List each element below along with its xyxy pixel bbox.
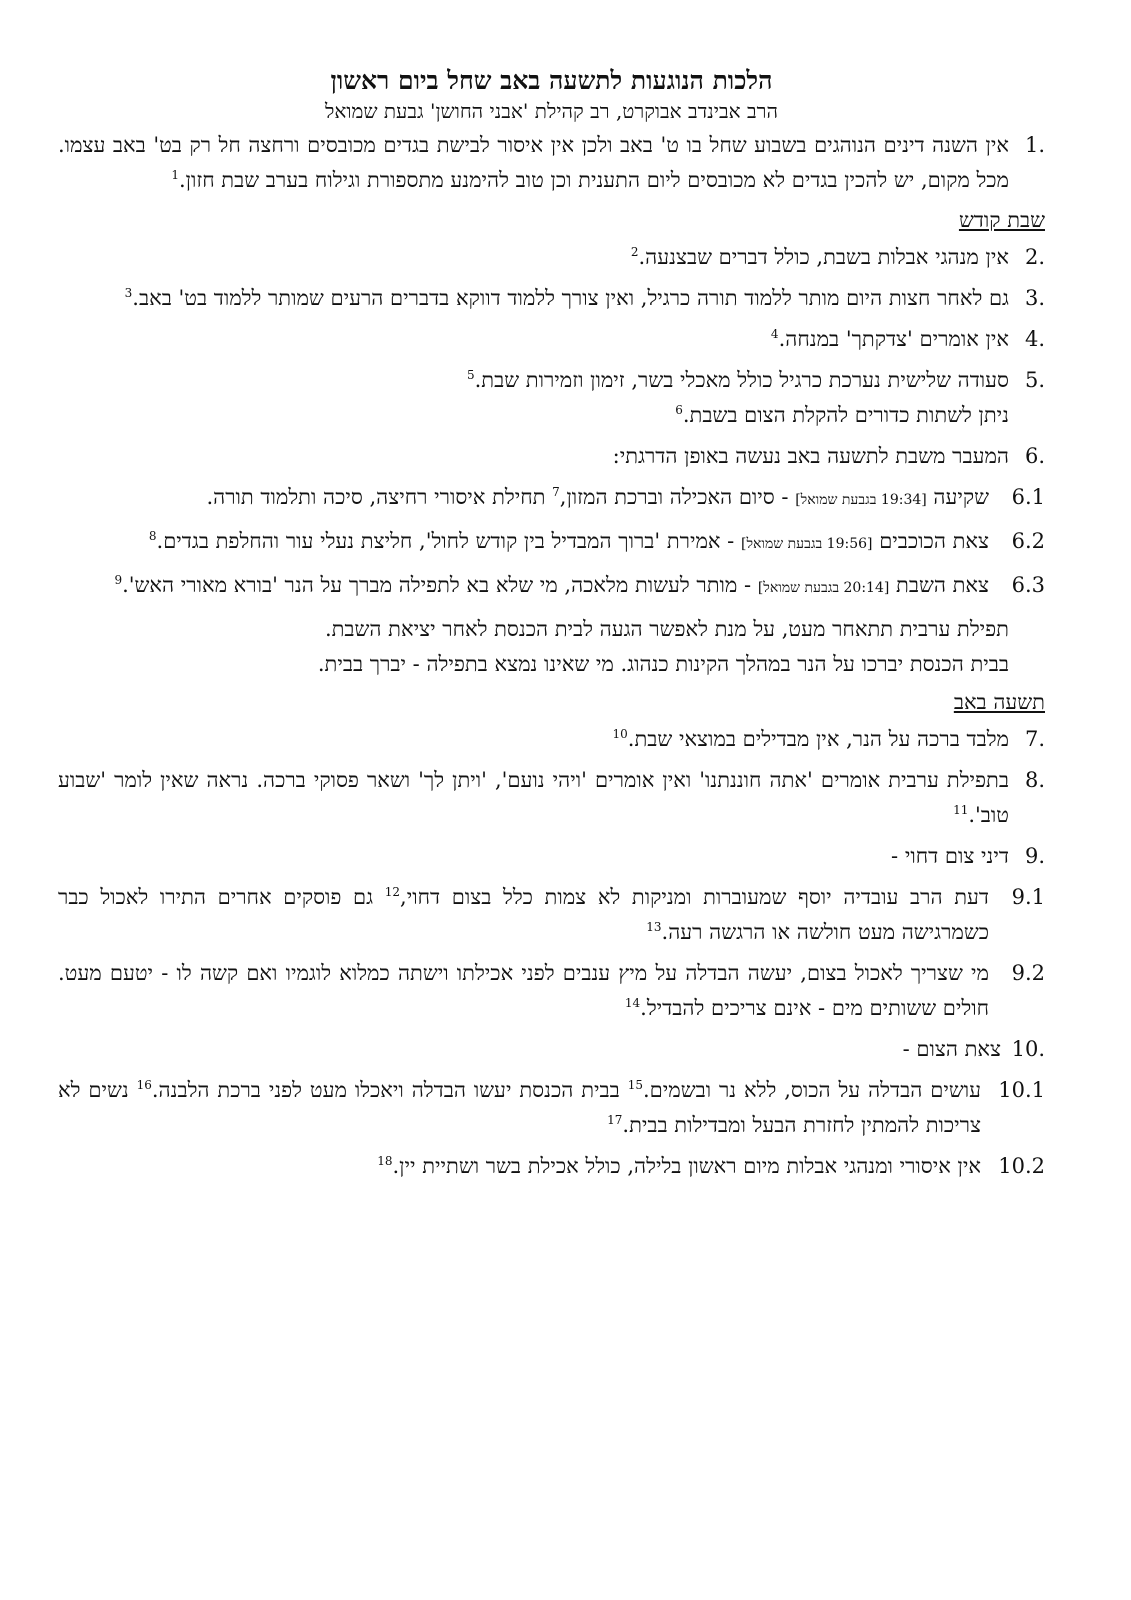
- item-number: 1.: [1024, 133, 1045, 157]
- document-author: הרב אבינדב אבוקרט, רב קהילת 'אבני החושן' גבעת שמואל: [324, 99, 778, 123]
- time-note: [19:34 בגבעת שמואל]: [795, 492, 927, 508]
- item-text-rest: גם פוסקים אחרים התירו לאכול כבר כשמרגישה מעט חולשה או הרגשה רעה.: [58, 885, 989, 944]
- footnote-ref[interactable]: 9: [114, 573, 123, 587]
- item-number: 2.: [1024, 245, 1045, 269]
- footnote-ref[interactable]: 11: [953, 803, 969, 817]
- sub-item-6-1: [58, 480, 1045, 518]
- footnote-ref[interactable]: 14: [624, 996, 641, 1010]
- list-item-10: [58, 1032, 1045, 1067]
- footnote-ref[interactable]: 7: [552, 485, 560, 499]
- item-text: עושים הבדלה על הכוס, ללא נר ובשמים.: [642, 1078, 981, 1102]
- item-number: 9.: [1024, 844, 1045, 868]
- item-text: דיני צום דחוי -: [891, 844, 1009, 868]
- footnote-ref[interactable]: 8: [148, 529, 157, 543]
- sub-item-9-1: [58, 880, 1045, 950]
- sub-item-9-2: [58, 956, 1045, 1026]
- footnote-ref[interactable]: 17: [607, 1113, 623, 1127]
- footnote-ref[interactable]: 15: [627, 1078, 643, 1092]
- item-number: 6.2: [1011, 529, 1045, 553]
- sub-item-10-1: [58, 1073, 1045, 1143]
- item-text: בתפילת ערבית אומרים 'אתה חוננתנו' ואין אומרים 'ויהי נועם', 'ויתן לך' ושאר פסוקי ברכה. נראה שאין לומר 'שבוע טוב'.: [58, 768, 1009, 827]
- item-text: אין השנה דינים הנוהגים בשבוע שחל בו ט' באב ולכן אין איסור לבישת בגדים מכובסים ורחצה חל רק בט' באב עצמו. מכל מקום, יש להכין בגדים לא מכובסים ליום התענית וכן טוב להימנע מתספורת וגילוח בערב שבת חזון.: [58, 133, 1009, 192]
- stage-label: צאת הכוכבים: [879, 529, 989, 553]
- stage-label: צאת השבת: [896, 573, 989, 597]
- item-number: 9.2: [1011, 961, 1045, 985]
- item-text-rest-2: נשים לא צריכות להמתין לחזרת הבעל ומבדילות בבית.: [58, 1078, 981, 1137]
- document-page: [58, 64, 1045, 1190]
- list-item-2: [58, 240, 1045, 275]
- item-number: 10.: [1011, 1037, 1045, 1061]
- item-number: 10.2: [998, 1154, 1045, 1178]
- footnote-ref[interactable]: 16: [136, 1078, 152, 1092]
- item-text: אין אומרים 'צדקתך' במנחה.: [778, 327, 1009, 351]
- item-text: דעת הרב עובדיה יוסף שמעוברות ומניקות לא צמות כלל בצום דחוי,: [400, 885, 989, 909]
- footnote-ref[interactable]: 12: [384, 885, 401, 899]
- footnote-ref[interactable]: 1: [171, 168, 179, 182]
- sub-item-10-2: [58, 1149, 1045, 1184]
- document-title: הלכות הנוגעות לתשעה באב שחל ביום ראשון: [330, 66, 773, 95]
- list-item-8: [58, 763, 1045, 833]
- list-item-5: [58, 363, 1045, 433]
- list-item-3: [58, 281, 1045, 316]
- list-item-9: [58, 839, 1045, 874]
- item-text: - מותר לעשות מלאכה, מי שלא בא לתפילה מברך על הנר 'בורא מאורי האש'.: [122, 573, 752, 597]
- item-text: אין מנהגי אבלות בשבת, כולל דברים שבצנעה.: [638, 245, 1009, 269]
- footnote-ref[interactable]: 18: [377, 1154, 393, 1168]
- footnote-ref[interactable]: 6: [675, 403, 683, 417]
- item-extra-text: ניתן לשתות כדורים להקלת הצום בשבת.: [682, 403, 1009, 427]
- section-heading-shabbat: שבת קודש: [958, 208, 1045, 232]
- item-text-rest: תחילת איסורי רחיצה, סיכה ותלמוד תורה.: [206, 485, 546, 509]
- footnote-ref[interactable]: 10: [612, 727, 628, 741]
- stage-label: שקיעה: [933, 485, 989, 509]
- time-note: [20:14 בגבעת שמואל]: [757, 580, 890, 596]
- footnote-ref[interactable]: 4: [770, 327, 779, 341]
- footnote-ref[interactable]: 13: [646, 920, 662, 934]
- footnote-ref[interactable]: 5: [466, 368, 475, 382]
- footnote-ref[interactable]: 2: [630, 245, 639, 259]
- item-text: גם לאחר חצות היום מותר ללמוד תורה כרגיל, ואין צורך ללמוד דווקא בדברים הרעים שמותר ללמוד בט' באב.: [132, 286, 1009, 310]
- item-text: סעודה שלישית נערכת כרגיל כולל מאכלי בשר, זימון וזמירות שבת.: [474, 368, 1009, 392]
- item-number: 6.1: [1011, 485, 1045, 509]
- item-text: - סיום האכילה וברכת המזון,: [559, 485, 789, 509]
- item-number: 5.: [1024, 368, 1045, 392]
- list-item-7: [58, 722, 1045, 757]
- item-text: אין איסורי ומנהגי אבלות מיום ראשון בלילה, כולל אכילת בשר ושתיית יין.: [392, 1154, 981, 1178]
- item-text-rest: בבית הכנסת יעשו הבדלה ויאכלו מעט לפני ברכת הלבנה.: [151, 1078, 620, 1102]
- item-text: - אמירת 'ברוך המבדיל בין קודש לחול', חליצת נעלי עור והחלפת בגדים.: [156, 529, 735, 553]
- footnote-ref[interactable]: 3: [124, 286, 133, 300]
- item-number: 8.: [1024, 768, 1045, 792]
- item-number: 6.: [1024, 444, 1045, 468]
- item-number: 9.1: [1011, 885, 1045, 909]
- item-number: 6.3: [1011, 573, 1045, 597]
- after-sub-6-text: [58, 612, 1045, 682]
- sub-item-6-2: [58, 524, 1045, 562]
- item-text: המעבר משבת לתשעה באב נעשה באופן הדרגתי:: [612, 444, 1009, 468]
- section-heading-tisha: תשעה באב: [953, 690, 1045, 714]
- item-text: מי שצריך לאכול בצום, יעשה הבדלה על מיץ ענבים לפני אכילתו וישתה כמלוא לוגמיו ואם קשה לו - יטעם מעט. חולים ששותים מים - אינם צריכים להבדיל.: [58, 961, 989, 1020]
- item-text: צאת הצום -: [902, 1037, 1001, 1061]
- list-item-6: [58, 439, 1045, 474]
- list-item-4: [58, 322, 1045, 357]
- item-number: 4.: [1024, 327, 1045, 351]
- item-text: מלבד ברכה על הנר, אין מבדילים במוצאי שבת.: [627, 727, 1009, 751]
- item-number: 3.: [1024, 286, 1045, 310]
- item-number: 7.: [1024, 727, 1045, 751]
- time-note: [19:56 בגבעת שמואל]: [740, 536, 873, 552]
- item-number: 10.1: [998, 1078, 1045, 1102]
- list-item-1: [58, 128, 1045, 198]
- sub-item-6-3: [58, 568, 1045, 606]
- text-line: תפילת ערבית תתאחר מעט, על מנת לאפשר הגעה לבית הכנסת לאחר יציאת השבת.: [324, 617, 1009, 641]
- text-line: בבית הכנסת יברכו על הנר במהלך הקינות כנהוג. מי שאינו נמצא בתפילה - יברך בבית.: [317, 652, 1009, 676]
